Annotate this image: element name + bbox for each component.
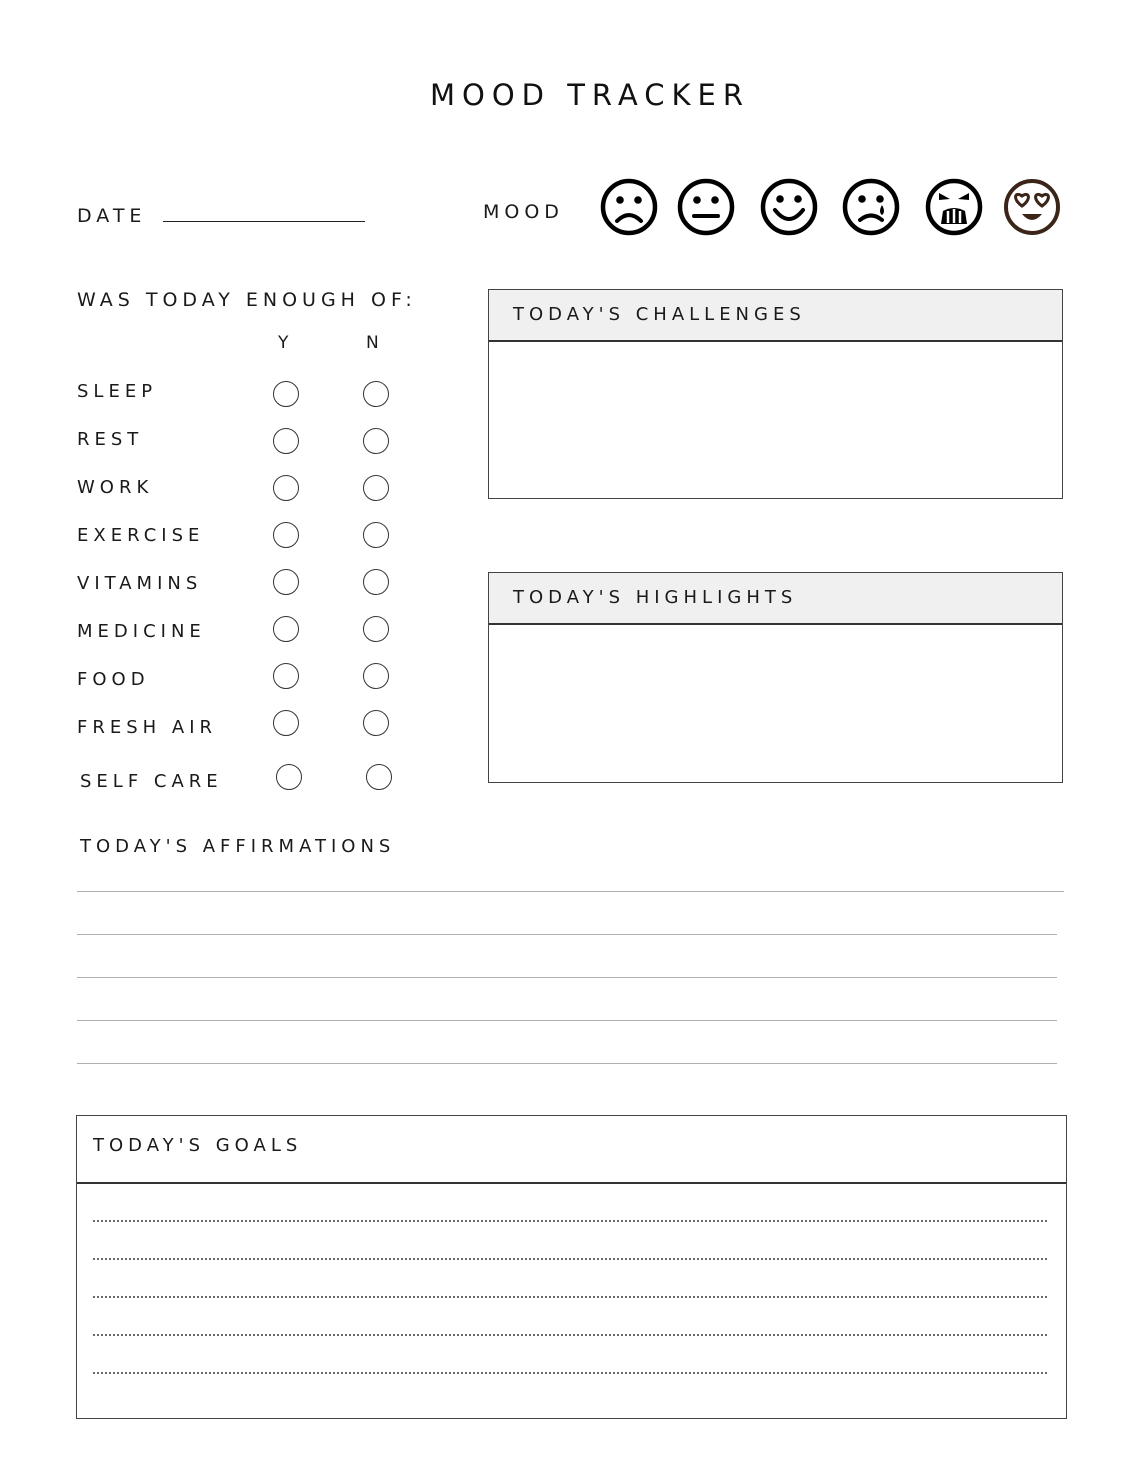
vitamins-yes-checkbox[interactable]: [273, 569, 299, 595]
challenges-box: [488, 289, 1063, 499]
affirmations-title: TODAY'S AFFIRMATIONS: [80, 836, 396, 857]
no-column-label: N: [366, 333, 381, 353]
date-field[interactable]: [163, 221, 365, 222]
item-label-food: FOOD: [77, 669, 150, 690]
goal-line[interactable]: [93, 1296, 1047, 1298]
affirmation-line[interactable]: [77, 934, 1057, 935]
happy-face-icon[interactable]: [760, 178, 818, 236]
goal-line[interactable]: [93, 1334, 1047, 1336]
rest-yes-checkbox[interactable]: [273, 428, 299, 454]
item-label-rest: REST: [77, 429, 144, 450]
affirmation-line[interactable]: [77, 1063, 1057, 1064]
heart-eyes-face-icon[interactable]: [1003, 178, 1061, 236]
food-yes-checkbox[interactable]: [273, 663, 299, 689]
item-label-work: WORK: [77, 477, 154, 498]
highlights-text-area[interactable]: [489, 625, 1062, 782]
mood-label: MOOD: [483, 201, 564, 223]
self-care-yes-checkbox[interactable]: [276, 764, 302, 790]
fresh-air-yes-checkbox[interactable]: [273, 710, 299, 736]
medicine-no-checkbox[interactable]: [363, 616, 389, 642]
goal-line[interactable]: [93, 1372, 1047, 1374]
item-label-sleep: SLEEP: [77, 381, 158, 402]
item-label-medicine: MEDICINE: [77, 621, 206, 642]
medicine-yes-checkbox[interactable]: [273, 616, 299, 642]
highlights-box: [488, 572, 1063, 783]
challenges-text-area[interactable]: [489, 342, 1062, 498]
work-yes-checkbox[interactable]: [273, 475, 299, 501]
highlights-header: [489, 573, 1062, 625]
sad-face-icon[interactable]: [600, 178, 658, 236]
goal-line[interactable]: [93, 1258, 1047, 1260]
work-no-checkbox[interactable]: [363, 475, 389, 501]
item-label-fresh-air: FRESH AIR: [77, 717, 218, 738]
highlights-title: TODAY'S HIGHLIGHTS: [513, 587, 798, 608]
checklist-question: WAS TODAY ENOUGH OF:: [77, 289, 417, 311]
exercise-no-checkbox[interactable]: [363, 522, 389, 548]
affirmation-line[interactable]: [77, 977, 1057, 978]
item-label-exercise: EXERCISE: [77, 525, 205, 546]
affirmation-line[interactable]: [77, 891, 1064, 892]
fresh-air-no-checkbox[interactable]: [363, 710, 389, 736]
item-label-vitamins: VITAMINS: [77, 573, 203, 594]
page-title: MOOD TRACKER: [430, 78, 750, 112]
sleep-yes-checkbox[interactable]: [273, 381, 299, 407]
self-care-no-checkbox[interactable]: [366, 764, 392, 790]
goals-header: [77, 1116, 1066, 1184]
angry-face-icon[interactable]: [925, 178, 983, 236]
vitamins-no-checkbox[interactable]: [363, 569, 389, 595]
sleep-no-checkbox[interactable]: [363, 381, 389, 407]
goals-title: TODAY'S GOALS: [93, 1135, 303, 1156]
goals-box: [76, 1115, 1067, 1419]
challenges-header: [489, 290, 1062, 342]
challenges-title: TODAY'S CHALLENGES: [513, 304, 806, 325]
yes-column-label: Y: [278, 333, 291, 353]
exercise-yes-checkbox[interactable]: [273, 522, 299, 548]
food-no-checkbox[interactable]: [363, 663, 389, 689]
rest-no-checkbox[interactable]: [363, 428, 389, 454]
date-label: DATE: [77, 205, 147, 227]
crying-face-icon[interactable]: [842, 178, 900, 236]
item-label-self-care: SELF CARE: [80, 771, 223, 792]
goal-line[interactable]: [93, 1220, 1047, 1222]
affirmation-line[interactable]: [77, 1020, 1057, 1021]
neutral-face-icon[interactable]: [677, 178, 735, 236]
